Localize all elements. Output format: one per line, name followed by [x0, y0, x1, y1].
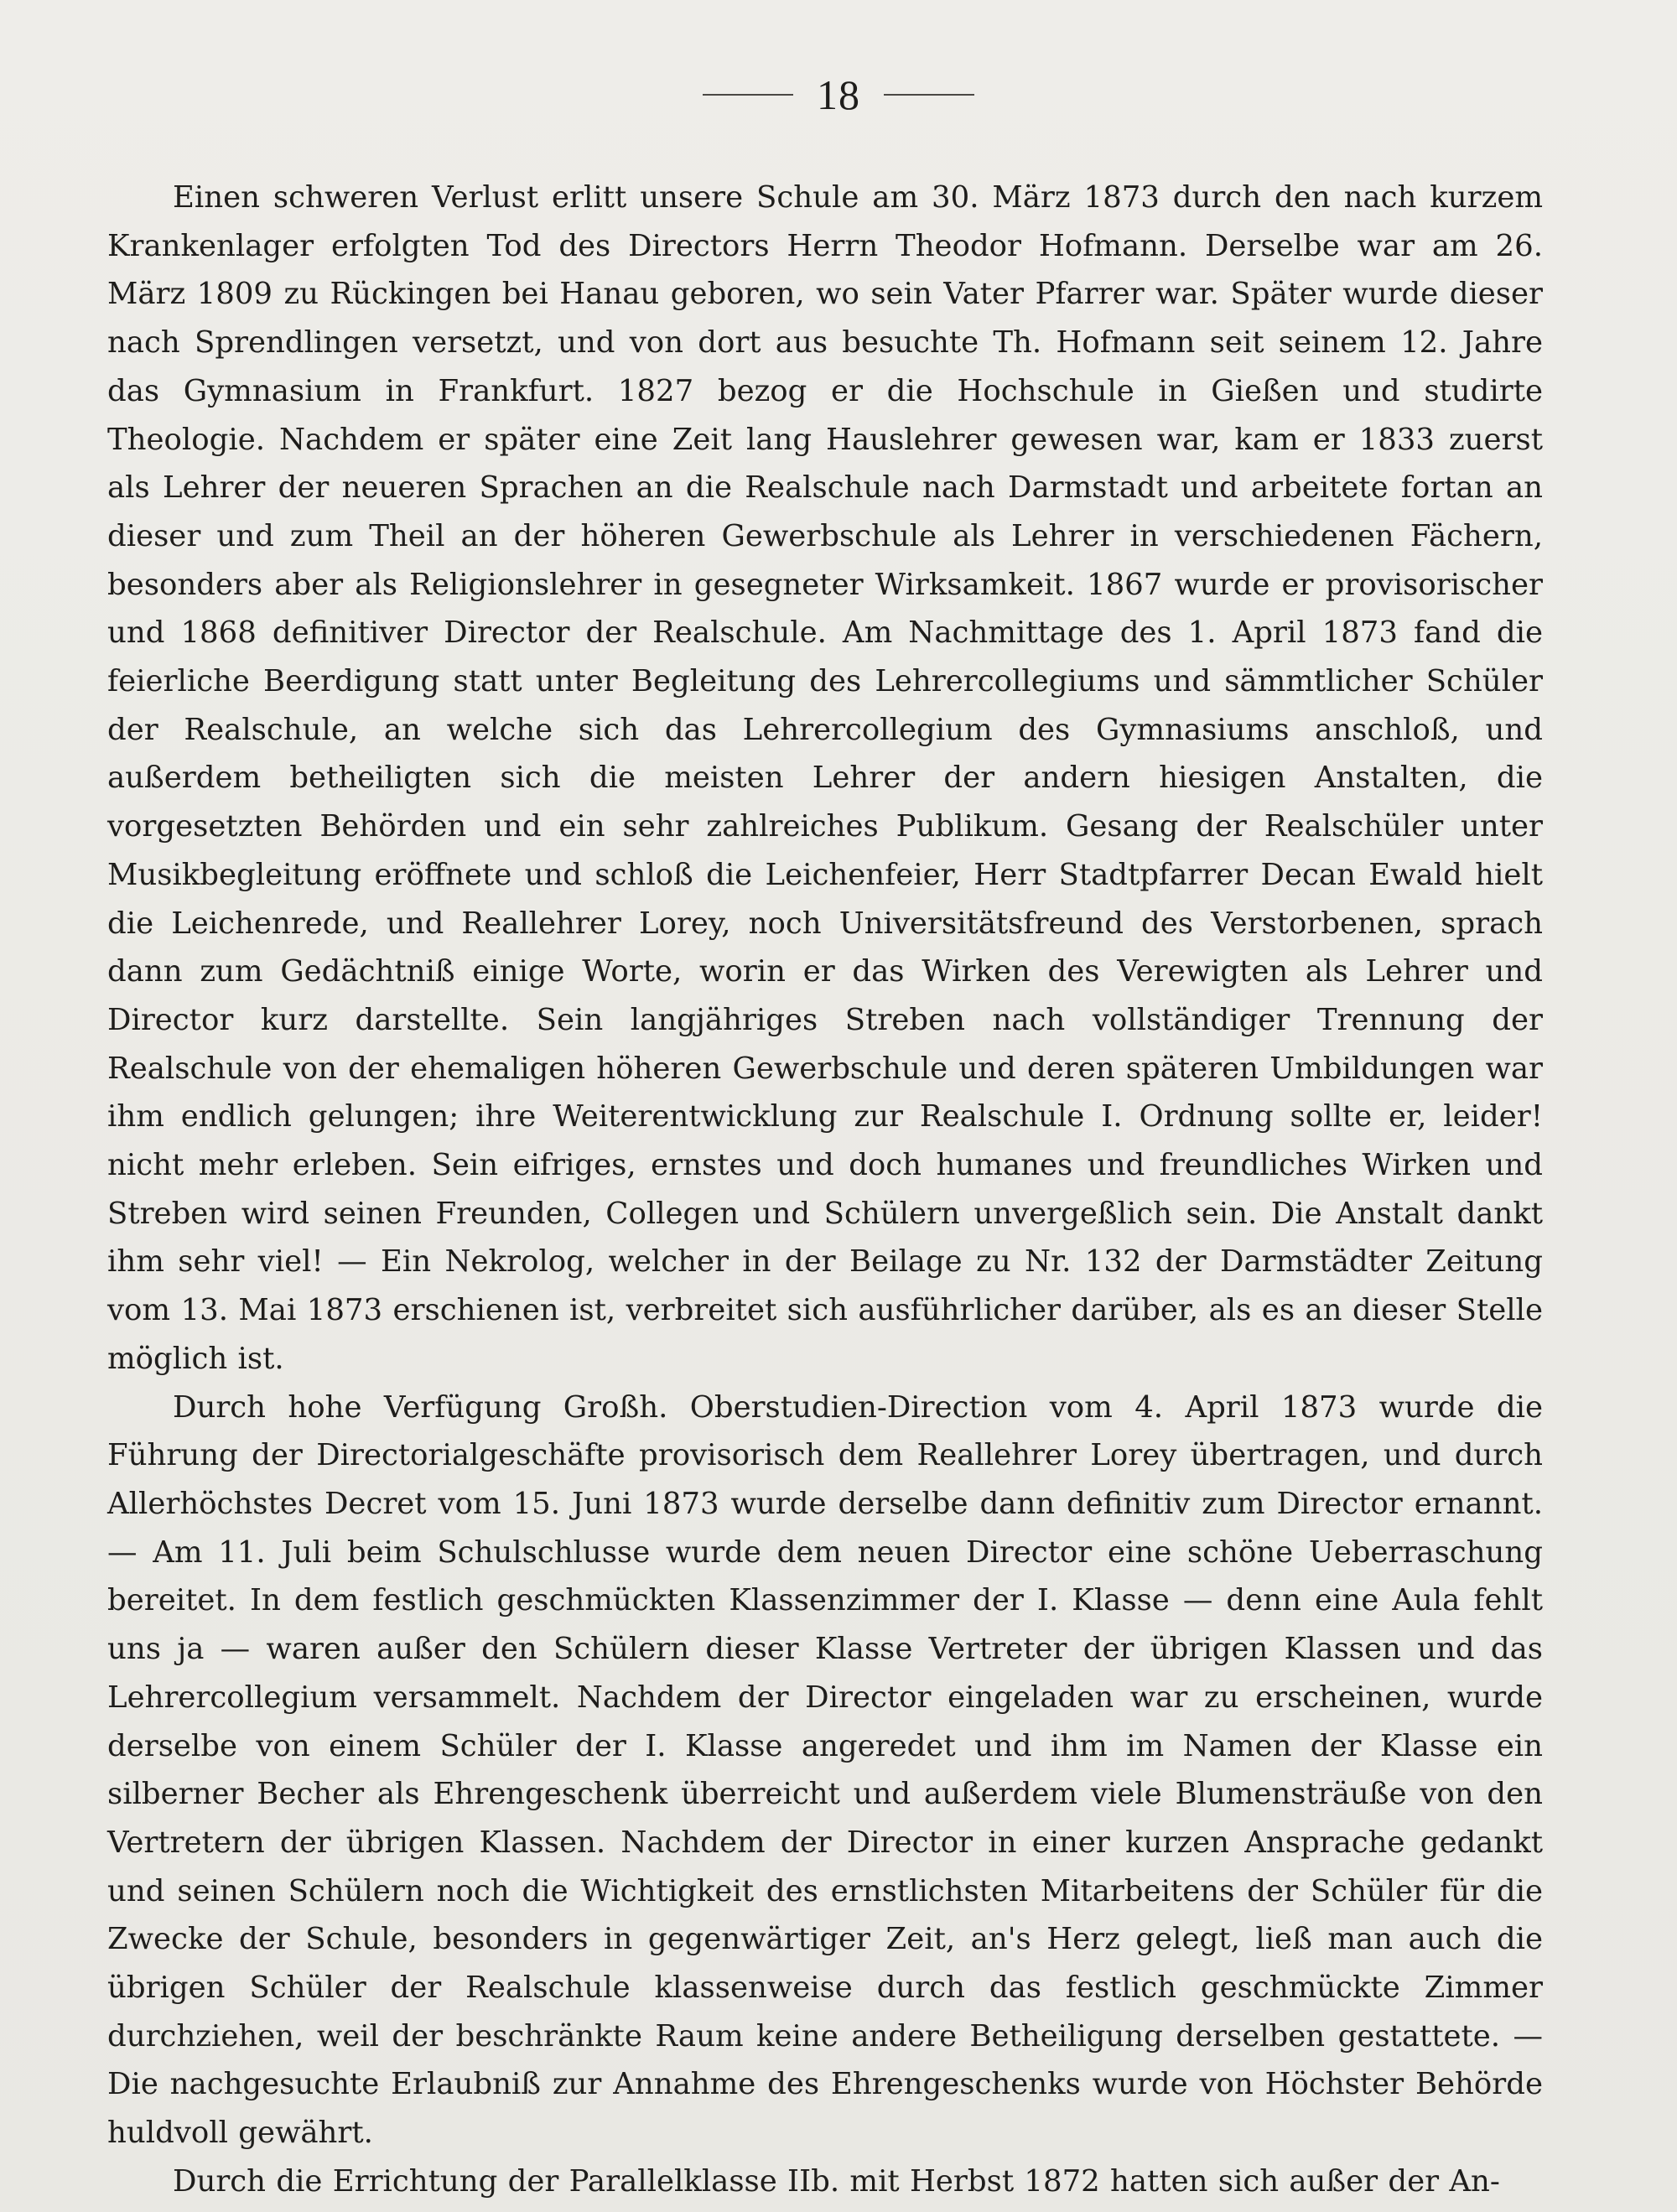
page-number-header	[0, 71, 1677, 118]
left-rule	[703, 94, 793, 96]
paragraph-director-appointment: Durch hohe Verfügung Großh. Oberstudien-Direction vom 4. April 1873 wurde die Führung der Directorialgeschäfte provisorisch dem Reallehrer Lorey übertragen, und durch Allerhöchstes Decret vom 15. Juni 1873 wurde derselbe dann definitiv zum Director ernannt. — Am 11. Juli beim Schulschlusse wurde dem neuen Director eine schöne Ueberraschung bereitet. In dem festlich geschmückten Klassenzimmer der I. Klasse — denn eine Aula fehlt uns ja — waren außer den Schülern dieser Klasse Vertreter der übrigen Klassen und das Lehrercollegium versammelt. Nachdem der Director eingeladen war zu erscheinen, wurde derselbe von einem Schüler der I. Klasse angeredet und ihm im Namen der Klasse ein silberner Becher als Ehrengeschenk überreicht und außerdem viele Blumensträuße von den Vertretern der übrigen Klassen. Nachdem der Director in einer kurzen Ansprache gedankt und seinen Schülern noch die Wichtigkeit des ernstlichsten Mitarbeitens der Schüler für die Zwecke der Schule, besonders in gegenwärtiger Zeit, an's Herz gelegt, ließ man auch die übrigen Schüler der Realschule klassenweise durch das festlich geschmückte Zimmer durchziehen, weil der beschränkte Raum keine andere Betheiligung derselben gestattete. — Die nachgesuchte Erlaubniß zur Annahme des Ehrengeschenks wurde von Höchster Behörde huldvoll gewährt.	[107, 1389, 1543, 2151]
body-text	[107, 174, 1543, 2206]
page-number: 18	[817, 71, 860, 118]
right-rule	[884, 94, 974, 96]
paragraph-parallel-class: Durch die Errichtung der Parallelklasse IIb. mit Herbst 1872 hatten sich außer der An-	[173, 2163, 1500, 2199]
paragraph-obituary: Einen schweren Verlust erlitt unsere Schule am 30. März 1873 durch den nach kurzem Krankenlager erfolgten Tod des Directors Herrn Theodor Hofmann. Derselbe war am 26. März 1809 zu Rückingen bei Hanau geboren, wo sein Vater Pfarrer war. Später wurde dieser nach Sprendlingen versetzt, und von dort aus besuchte Th. Hofmann seit seinem 12. Jahre das Gymnasium in Frankfurt. 1827 bezog er die Hochschule in Gießen und studirte Theologie. Nachdem er später eine Zeit lang Hauslehrer gewesen war, kam er 1833 zuerst als Lehrer der neueren Sprachen an die Realschule nach Darmstadt und arbeitete fortan an dieser und zum Theil an der höheren Gewerbschule als Lehrer in verschiedenen Fächern, besonders aber als Religionslehrer in gesegneter Wirksamkeit. 1867 wurde er provisorischer und 1868 definitiver Director der Realschule. Am Nachmittage des 1. April 1873 fand die feierliche Beerdigung statt unter Begleitung des Lehrercollegiums und sämmtlicher Schüler der Realschule, an welche sich das Lehrercollegium des Gymnasiums anschloß, und außerdem betheiligten sich die meisten Lehrer der andern hiesigen Anstalten, die vorgesetzten Behörden und ein sehr zahlreiches Publikum. Gesang der Realschüler unter Musikbegleitung eröffnete und schloß die Leichenfeier, Herr Stadtpfarrer Decan Ewald hielt die Leichenrede, und Reallehrer Lorey, noch Universitätsfreund des Verstorbenen, sprach dann zum Gedächtniß einige Worte, worin er das Wirken des Verewigten als Lehrer und Director kurz darstellte. Sein langjähriges Streben nach vollständiger Trennung der Realschule von der ehemaligen höheren Gewerbschule und deren späteren Umbildungen war ihm endlich gelungen; ihre Weiterentwicklung zur Realschule I. Ordnung sollte er, leider! nicht mehr erleben. Sein eifriges, ernstes und doch humanes und freundliches Wirken und Streben wird seinen Freunden, Collegen und Schülern unvergeßlich sein. Die Anstalt dankt ihm sehr viel! — Ein Nekrolog, welcher in der Beilage zu Nr. 132 der Darmstädter Zeitung vom 13. Mai 1873 erschienen ist, verbreitet sich ausführlicher darüber, als es an dieser Stelle möglich ist.	[107, 180, 1543, 1376]
